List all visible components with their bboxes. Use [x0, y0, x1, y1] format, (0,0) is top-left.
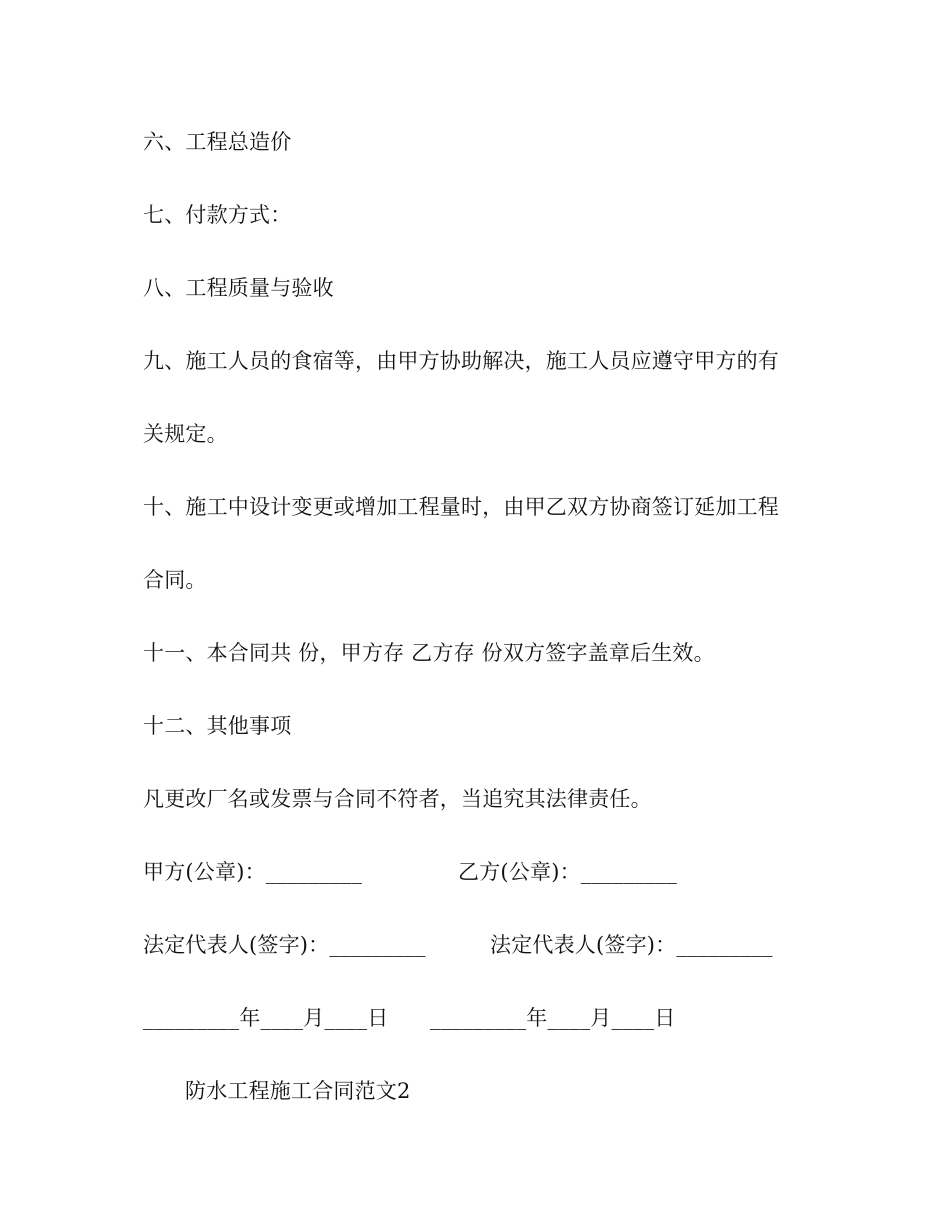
- clause-10-text: 十、施工中设计变更或增加工程量时，由甲乙双方协商签订延加工程: [143, 495, 779, 519]
- seal-row: [143, 858, 678, 886]
- clause-8-heading: 八、工程质量与验收: [143, 276, 334, 300]
- clause-12-text: 凡更改厂名或发票与合同不符者，当追究其法律责任。: [143, 787, 652, 811]
- clause-11-text: 十一、本合同共 份，甲方存 乙方存 份双方签字盖章后生效。: [143, 641, 715, 665]
- party-a-date: _________年____月____日: [143, 1006, 389, 1030]
- party-a-representative: 法定代表人(签字)：_________: [143, 933, 426, 957]
- clause-12-heading: 十二、其他事项: [143, 714, 292, 738]
- party-b-date: _________年____月____日: [430, 1006, 676, 1030]
- party-b-seal: 乙方(公章)：_________: [458, 860, 678, 884]
- clause-6-heading: 六、工程总造价: [143, 130, 292, 154]
- clause-7-heading: 七、付款方式：: [143, 203, 292, 227]
- representative-row: [143, 931, 773, 959]
- date-row: [143, 1004, 676, 1032]
- party-a-seal: 甲方(公章)：_________: [143, 860, 363, 884]
- clause-9-text: 九、施工人员的食宿等，由甲方协助解决，施工人员应遵守甲方的有: [143, 349, 779, 373]
- party-b-representative: 法定代表人(签字)：_________: [490, 933, 773, 957]
- clause-9-text-continued: 关规定。: [143, 422, 228, 446]
- clause-10-text-continued: 合同。: [143, 568, 207, 592]
- next-contract-title: 防水工程施工合同范文2: [185, 1079, 411, 1103]
